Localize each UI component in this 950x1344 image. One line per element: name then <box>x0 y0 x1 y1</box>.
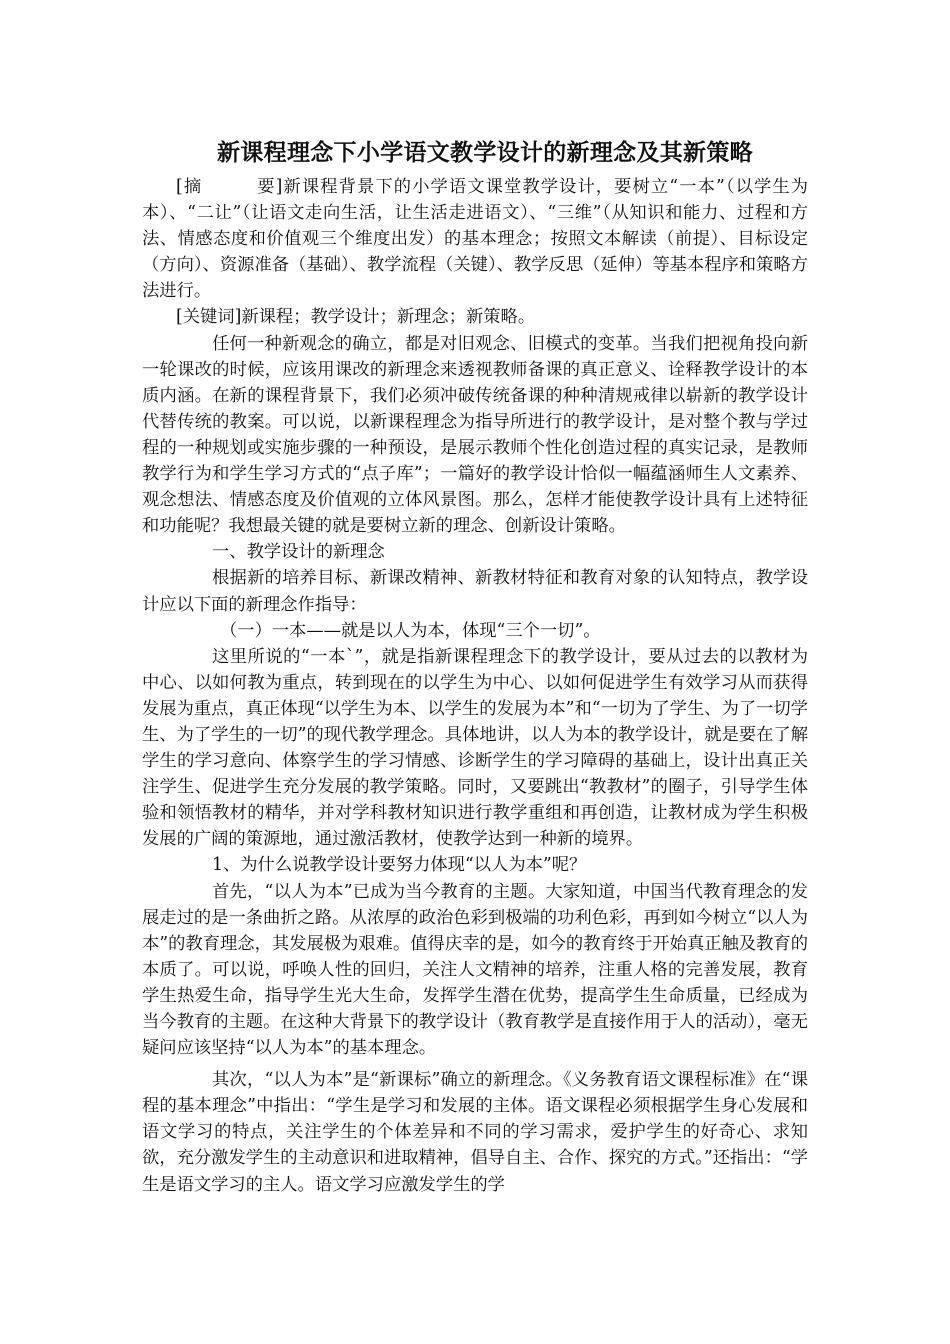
yiben-paragraph: 这里所说的“一本`”，就是指新课程理念下的教学设计，要从过去的以教材为中心、以如何教为重点，转到现在的以学生为中心、以如何促进学生有效学习从而获得发展为重点，真正体现“以学生为本、以学生的发展为本”和“一切为了学生、为了一切学生、为了学生的一切”的现代教学理念。具体地讲，以人为本的教学设计，就是要在了解学生的学习意向、体察学生的学习情感、诊断学生的学习障碍的基础上，设计出真正关注学生、促进学生充分发展的教学策略。同时，又要跳出“教教材”的圈子，引导学生体验和领悟教材的精华，并对学科教材知识进行教学重组和再创造，让教材成为学生积极发展的广阔的策源地，通过激活教材，使教学达到一种新的境界。 <box>142 646 808 850</box>
second-reason-paragraph: 其次，“以人为本”是“新课标”确立的新理念。《义务教育语文课程标准》在“课程的基本理念”中指出：“学生是学习和发展的主体。语文课程必须根据学生身心发展和语文学习的特点，关注学生的个体差异和不同的学习需求，爱护学生的好奇心、求知欲，充分激发学生的主动意识和进取精神，倡导自主、合作、探究的方式。”还指出：“学生是语文学习的主人。语文学习应激发学生的学 <box>142 1070 808 1195</box>
document-body <box>142 174 808 1198</box>
section-intro-paragraph: 根据新的培养目标、新课改精神、新教材特征和教育对象的认知特点，教学设计应以下面的新理念作指导： <box>142 568 808 615</box>
first-reason-paragraph: 首先，“以人为本”已成为当今教育的主题。大家知道，中国当代教育理念的发展走过的是一条曲折之路。从浓厚的政治色彩到极端的功利色彩，再到如今树立“以人为本”的教育理念，其发展极为艰难。值得庆幸的是，如今的教育终于开始真正触及教育的本质了。可以说，呼唤人性的回归，关注人文精神的培养，注重人格的完善发展，教育学生热爱生命，指导学生光大生命，发挥学生潜在优势，提高学生生命质量，已经成为当今教育的主题。在这种大背景下的教学设计（教育教学是直接作用于人的活动），毫无疑问应该坚持“以人为本”的基本理念。 <box>142 881 808 1059</box>
section-heading: 一、教学设计的新理念 <box>212 542 385 563</box>
subsection-heading: （一）一本——就是以人为本，体现“三个一切”。 <box>220 620 601 641</box>
abstract-paragraph: [摘 要]新课程背景下的小学语文课堂教学设计，要树立“一本”（以学生为本）、“二让”（让语文走向生活，让生活走进语文）、“三维”（从知识和能力、过程和方法、情感态度和价值观三个维度出发）的基本理念；按照文本解读（前提）、目标设定（方向）、资源准备（基础）、教学流程（关键）、教学反思（延伸）等基本程序和策略方法进行。 <box>142 177 808 302</box>
question-heading: 1、为什么说教学设计要努力体现“以人为本”呢？ <box>212 855 587 876</box>
keywords-paragraph: [关键词]新课程；教学设计；新理念；新策略。 <box>176 307 536 328</box>
document-title: 新课程理念下小学语文教学设计的新理念及其新策略 <box>217 139 753 166</box>
intro-paragraph: 任何一种新观念的确立，都是对旧观念、旧模式的变革。当我们把视角投向新一轮课改的时候，应该用课改的新理念来透视教师备课的真正意义、诠释教学设计的本质内涵。在新的课程背景下，我们必须冲破传统备课的种种清规戒律以崭新的教学设计代替传统的教案。可以说，以新课程理念为指导所进行的教学设计，是对整个教与学过程的一种规划或实施步骤的一种预设，是展示教师个性化创造过程的真实记录，是教师教学行为和学生学习方式的“点子库”；一篇好的教学设计恰似一幅蕴涵师生人文素养、观念想法、情感态度及价值观的立体风景图。那么，怎样才能使教学设计具有上述特征和功能呢？我想最关键的就是要树立新的理念、创新设计策略。 <box>142 333 808 537</box>
